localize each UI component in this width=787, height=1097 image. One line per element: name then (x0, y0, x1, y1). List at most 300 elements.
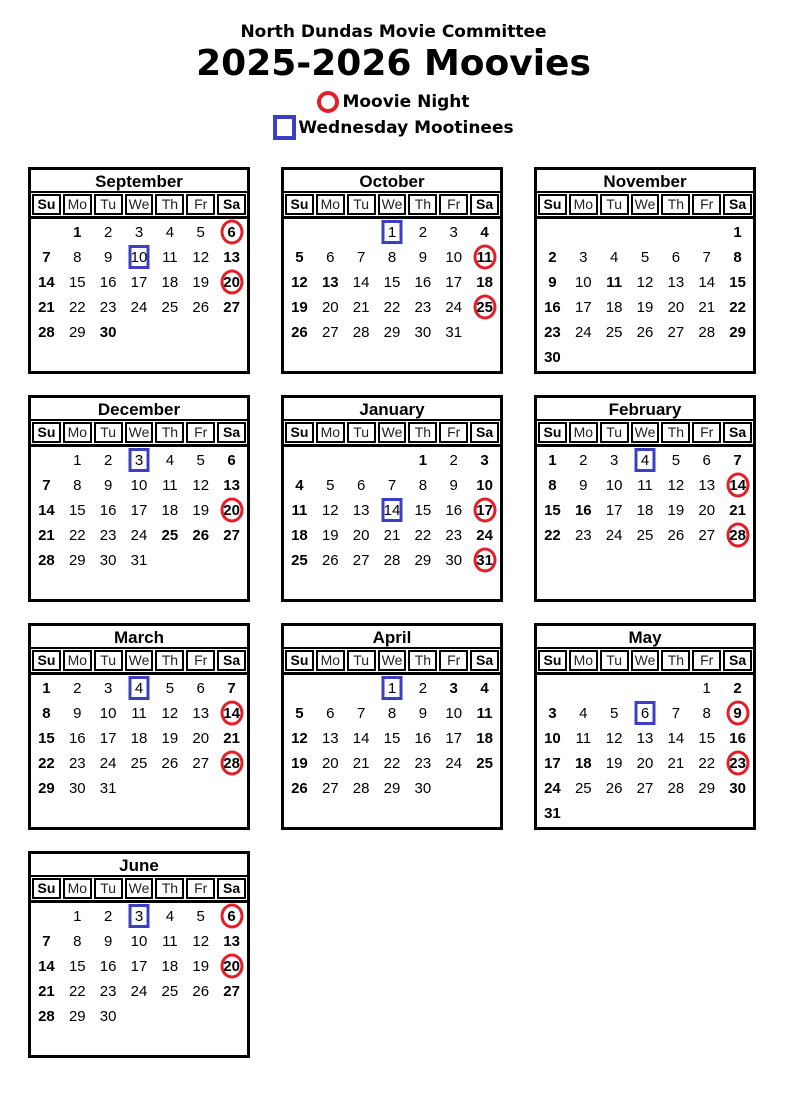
day-number: 27 (667, 323, 685, 341)
day-cell (315, 270, 346, 295)
day-cell (568, 776, 599, 801)
day-cell (93, 548, 124, 573)
day-cell (31, 548, 62, 573)
day-number: 20 (192, 729, 210, 747)
day-cell (537, 345, 568, 370)
day-cell (284, 523, 315, 548)
day-cell (154, 904, 185, 929)
day-number: 10 (544, 729, 561, 747)
day-cell (660, 726, 691, 751)
day-cell (691, 523, 722, 548)
day-number: 12 (192, 248, 210, 266)
week-row (284, 776, 500, 801)
day-cell (407, 676, 438, 701)
day-cell (315, 701, 346, 726)
day-cell (62, 245, 93, 270)
day-number: 24 (544, 779, 561, 797)
day-cell (691, 320, 722, 345)
week-row (31, 320, 247, 345)
weekday-label: Tu (600, 650, 629, 671)
day-cell (93, 676, 124, 701)
week-row (284, 270, 500, 295)
day-cell (469, 523, 500, 548)
day-cell (377, 295, 408, 320)
day-number: 11 (162, 932, 178, 950)
day-number: 21 (38, 298, 55, 316)
day-number: 15 (729, 273, 746, 291)
day-number: 18 (161, 957, 179, 975)
day-number: 15 (383, 729, 401, 747)
weekday-label: Sa (217, 194, 246, 215)
weekday-label: Sa (723, 422, 752, 443)
day-number: 27 (352, 551, 370, 569)
day-cell (154, 498, 185, 523)
day-cell (31, 904, 62, 929)
day-number: 15 (68, 957, 86, 975)
day-cell (660, 345, 691, 370)
legend-moovie-night-label: Moovie Night (342, 91, 470, 112)
week-row (284, 473, 500, 498)
day-cell (31, 979, 62, 1004)
day-number: 12 (667, 476, 685, 494)
day-number: 17 (130, 957, 148, 975)
day-number: 29 (414, 551, 432, 569)
day-number: 3 (480, 451, 489, 469)
day-cell (31, 954, 62, 979)
day-cell (722, 701, 753, 726)
day-cell (216, 498, 247, 523)
day-number: 21 (223, 729, 240, 747)
day-number: 9 (548, 273, 557, 291)
day-number: 21 (38, 526, 55, 544)
day-number: 22 (38, 754, 55, 772)
weekday-label: Tu (94, 878, 123, 899)
weekday-label: Su (32, 650, 61, 671)
week-row (284, 548, 500, 573)
day-number: 17 (445, 273, 463, 291)
day-cell (185, 904, 216, 929)
day-number: 30 (544, 348, 561, 366)
day-number: 5 (295, 248, 304, 266)
day-number: 26 (192, 982, 210, 1000)
week-row (31, 726, 247, 751)
weekday-label: Fr (186, 650, 215, 671)
day-cell (630, 751, 661, 776)
day-number: 15 (68, 273, 86, 291)
day-number: 2 (103, 223, 113, 241)
day-number: 18 (476, 273, 493, 291)
day-cell (185, 245, 216, 270)
committee-title: North Dundas Movie Committee (240, 22, 547, 42)
weekday-label: Mo (316, 194, 345, 215)
day-cell (62, 701, 93, 726)
day-number: 30 (68, 779, 86, 797)
day-number: 27 (223, 298, 240, 316)
day-number: 16 (574, 501, 592, 519)
day-cell (568, 701, 599, 726)
month-body (537, 675, 753, 826)
day-number: 11 (606, 273, 623, 291)
day-cell (216, 320, 247, 345)
day-number: 20 (667, 298, 685, 316)
week-row (537, 801, 753, 826)
weekday-label: Sa (723, 650, 752, 671)
day-number: 24 (605, 526, 623, 544)
day-cell (31, 726, 62, 751)
day-number: 14 (352, 273, 370, 291)
day-cell (599, 220, 630, 245)
day-cell (93, 751, 124, 776)
day-number: 28 (38, 323, 55, 341)
weekday-label: Th (155, 650, 184, 671)
day-cell (185, 498, 216, 523)
day-number: 1 (733, 223, 742, 241)
day-number: 29 (38, 779, 55, 797)
month-may (534, 623, 756, 830)
day-cell (660, 245, 691, 270)
day-cell (599, 245, 630, 270)
day-cell (377, 523, 408, 548)
day-number: 12 (321, 501, 339, 519)
day-cell (154, 295, 185, 320)
day-cell (537, 320, 568, 345)
day-number: 27 (223, 526, 240, 544)
weekday-label: Sa (723, 194, 752, 215)
day-cell (599, 726, 630, 751)
month-body (537, 447, 753, 548)
day-cell (284, 245, 315, 270)
day-number: 3 (449, 679, 458, 697)
day-number: 24 (574, 323, 592, 341)
day-number: 16 (99, 957, 117, 975)
day-number: 26 (192, 526, 210, 544)
month-title: March (31, 626, 247, 649)
day-number: 27 (192, 754, 210, 772)
week-row (31, 245, 247, 270)
day-cell (407, 548, 438, 573)
day-number: 31 (445, 323, 463, 341)
weekday-label: Mo (569, 650, 598, 671)
day-number: 9 (579, 476, 588, 494)
day-number: 13 (352, 501, 370, 519)
weekday-header-row (537, 649, 753, 675)
day-cell (469, 295, 500, 320)
day-number: 12 (636, 273, 654, 291)
day-cell (630, 320, 661, 345)
day-number: 5 (165, 679, 175, 697)
day-cell (691, 726, 722, 751)
day-number: 17 (445, 729, 463, 747)
day-cell (691, 801, 722, 826)
day-number: 16 (729, 729, 746, 747)
day-cell (62, 929, 93, 954)
day-cell (438, 448, 469, 473)
day-cell (62, 1004, 93, 1029)
day-number: 26 (636, 323, 654, 341)
day-cell (62, 320, 93, 345)
day-number: 18 (574, 754, 592, 772)
weekday-label: We (125, 194, 154, 215)
day-cell (185, 295, 216, 320)
weekday-label: Fr (692, 194, 721, 215)
day-cell (691, 220, 722, 245)
weekday-label: Tu (347, 422, 376, 443)
day-number: 19 (605, 754, 623, 772)
day-cell (124, 523, 155, 548)
day-cell (93, 979, 124, 1004)
day-number: 16 (445, 501, 463, 519)
day-number: 24 (99, 754, 117, 772)
day-number: 23 (574, 526, 592, 544)
day-cell (438, 498, 469, 523)
day-cell (568, 676, 599, 701)
weekday-label: Mo (63, 422, 92, 443)
legend-wednesday-matinees (273, 115, 513, 141)
weekday-label: Sa (470, 650, 499, 671)
day-cell (469, 548, 500, 573)
day-cell (31, 929, 62, 954)
day-cell (599, 295, 630, 320)
day-cell (722, 448, 753, 473)
month-september (28, 167, 250, 374)
weekday-label: Su (285, 650, 314, 671)
day-number: 8 (42, 704, 51, 722)
day-cell (62, 523, 93, 548)
weekday-label: Fr (439, 422, 468, 443)
day-cell (568, 345, 599, 370)
day-number: 5 (196, 223, 205, 241)
day-cell (660, 751, 691, 776)
day-number: 12 (291, 273, 308, 291)
day-number: 19 (192, 273, 210, 291)
day-number: 29 (383, 779, 401, 797)
day-number: 17 (574, 298, 592, 316)
day-number: 14 (698, 273, 716, 291)
day-number: 2 (73, 679, 82, 697)
day-number: 20 (636, 754, 654, 772)
day-number: 6 (640, 704, 650, 722)
day-number: 19 (192, 957, 210, 975)
day-cell (93, 245, 124, 270)
day-cell (630, 776, 661, 801)
day-number: 14 (38, 957, 55, 975)
week-row (31, 701, 247, 726)
day-number: 17 (605, 501, 623, 519)
day-number: 2 (733, 679, 742, 697)
day-number: 16 (414, 273, 432, 291)
day-cell (31, 498, 62, 523)
day-number: 4 (134, 679, 144, 697)
day-cell (438, 295, 469, 320)
day-number: 9 (449, 476, 458, 494)
day-cell (722, 245, 753, 270)
day-number: 8 (387, 248, 397, 266)
day-cell (377, 220, 408, 245)
day-cell (154, 448, 185, 473)
day-number: 3 (579, 248, 588, 266)
day-cell (93, 473, 124, 498)
day-number: 5 (609, 704, 619, 722)
day-number: 17 (130, 273, 148, 291)
calendar-grid (28, 167, 787, 1058)
day-cell (346, 498, 377, 523)
day-cell (691, 751, 722, 776)
day-cell (154, 676, 185, 701)
day-cell (93, 270, 124, 295)
day-cell (93, 904, 124, 929)
day-cell (691, 448, 722, 473)
day-cell (216, 954, 247, 979)
day-number: 8 (73, 932, 82, 950)
day-number: 4 (640, 451, 650, 469)
day-cell (31, 245, 62, 270)
day-cell (216, 448, 247, 473)
day-cell (93, 701, 124, 726)
day-cell (93, 295, 124, 320)
day-cell (124, 929, 155, 954)
day-cell (93, 776, 124, 801)
day-cell (407, 270, 438, 295)
day-cell (346, 448, 377, 473)
day-cell (407, 245, 438, 270)
month-january (281, 395, 503, 602)
day-cell (31, 295, 62, 320)
day-number: 20 (223, 501, 240, 519)
day-number: 24 (130, 298, 148, 316)
day-cell (537, 220, 568, 245)
day-number: 29 (68, 551, 86, 569)
weekday-header-row (284, 193, 500, 219)
day-cell (630, 345, 661, 370)
weekday-label: We (378, 422, 407, 443)
weekday-label: Tu (600, 422, 629, 443)
weekday-label: Su (285, 194, 314, 215)
day-cell (660, 776, 691, 801)
week-row (537, 220, 753, 245)
month-title: May (537, 626, 753, 649)
day-cell (599, 473, 630, 498)
weekday-label: We (378, 650, 407, 671)
day-cell (537, 776, 568, 801)
day-number: 17 (99, 729, 117, 747)
day-cell (630, 801, 661, 826)
day-cell (722, 270, 753, 295)
day-cell (438, 701, 469, 726)
day-cell (284, 751, 315, 776)
day-cell (599, 701, 630, 726)
month-june (28, 851, 250, 1058)
day-number: 11 (162, 248, 178, 266)
day-number: 24 (476, 526, 493, 544)
day-cell (154, 979, 185, 1004)
weekday-label: Tu (600, 194, 629, 215)
weekday-label: We (125, 650, 154, 671)
day-cell (469, 448, 500, 473)
weekday-label: Sa (217, 878, 246, 899)
day-cell (31, 701, 62, 726)
day-number: 20 (321, 754, 339, 772)
day-cell (377, 320, 408, 345)
day-cell (216, 245, 247, 270)
week-row (284, 751, 500, 776)
week-row (537, 448, 753, 473)
week-row (537, 726, 753, 751)
month-body (31, 447, 247, 573)
day-cell (722, 776, 753, 801)
week-row (537, 498, 753, 523)
day-number: 18 (291, 526, 308, 544)
day-number: 15 (544, 501, 561, 519)
day-cell (469, 498, 500, 523)
day-number: 1 (73, 451, 82, 469)
day-cell (93, 320, 124, 345)
day-number: 5 (196, 451, 205, 469)
day-number: 4 (480, 679, 489, 697)
day-number: 5 (295, 704, 304, 722)
weekday-label: Mo (63, 878, 92, 899)
day-cell (469, 701, 500, 726)
day-number: 5 (326, 476, 335, 494)
day-number: 28 (729, 526, 746, 544)
legend-wednesday-matinees-label: Wednesday Mootinees (298, 117, 514, 138)
day-cell (185, 548, 216, 573)
day-number: 29 (68, 323, 86, 341)
day-number: 8 (418, 476, 428, 494)
day-cell (377, 701, 408, 726)
day-number: 22 (414, 526, 432, 544)
day-number: 8 (733, 248, 742, 266)
day-number: 13 (636, 729, 654, 747)
day-number: 28 (38, 551, 55, 569)
day-number: 13 (192, 704, 210, 722)
day-cell (660, 801, 691, 826)
day-cell (691, 776, 722, 801)
weekday-header-row (284, 421, 500, 447)
day-cell (599, 776, 630, 801)
day-cell (469, 270, 500, 295)
month-body (31, 903, 247, 1029)
day-cell (568, 498, 599, 523)
day-number: 25 (574, 779, 592, 797)
day-cell (154, 701, 185, 726)
day-cell (154, 523, 185, 548)
day-cell (154, 245, 185, 270)
day-cell (660, 220, 691, 245)
day-number: 21 (352, 298, 370, 316)
day-cell (284, 473, 315, 498)
day-cell (377, 751, 408, 776)
day-cell (537, 726, 568, 751)
day-number: 28 (383, 551, 401, 569)
week-row (31, 295, 247, 320)
legend-moovie-night (317, 89, 469, 115)
day-cell (691, 345, 722, 370)
day-cell (407, 751, 438, 776)
day-number: 30 (99, 551, 117, 569)
day-number: 23 (99, 982, 117, 1000)
week-row (537, 270, 753, 295)
day-number: 16 (99, 273, 117, 291)
day-cell (599, 345, 630, 370)
day-number: 4 (609, 248, 619, 266)
day-cell (407, 448, 438, 473)
day-cell (124, 320, 155, 345)
day-cell (185, 270, 216, 295)
day-cell (660, 270, 691, 295)
weekday-label: Fr (439, 650, 468, 671)
day-number: 28 (667, 779, 685, 797)
week-row (31, 979, 247, 1004)
